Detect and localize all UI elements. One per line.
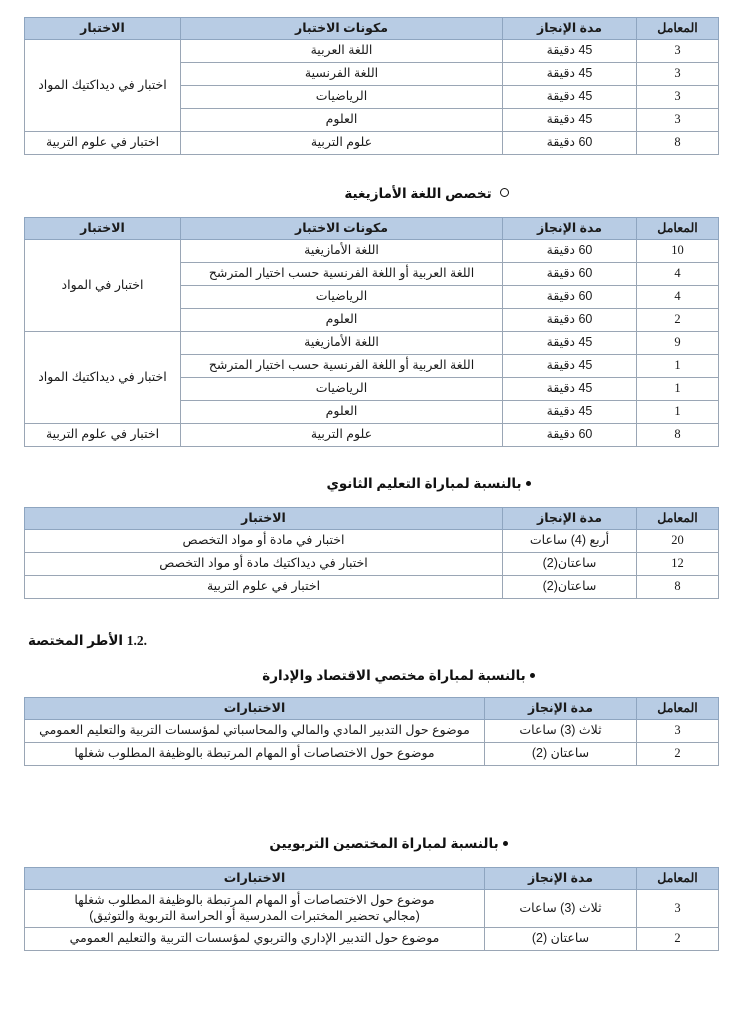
cell-coefficient: 3: [637, 39, 719, 62]
cell-exam: اختبار في علوم التربية: [25, 575, 503, 598]
cell-duration: 45 دقيقة: [503, 400, 637, 423]
table-header-row: [25, 868, 719, 890]
table-row: [25, 742, 719, 765]
column-header-coefficient: المعامل: [637, 698, 719, 720]
column-header-exam: الاختبار: [25, 18, 181, 40]
cell-exam: موضوع حول التدبير المادي والمالي والمحاسباتي لمؤسسات التربية والتعليم العمومي: [25, 719, 485, 742]
cell-component: الرياضيات: [181, 85, 503, 108]
cell-duration: 45 دقيقة: [503, 377, 637, 400]
table-header-row: [25, 508, 719, 530]
table-row: [25, 889, 719, 927]
cell-component: علوم التربية: [181, 423, 503, 446]
column-header-coefficient: المعامل: [637, 18, 719, 40]
table-header-row: [25, 698, 719, 720]
dot-bullet-icon: [503, 841, 508, 846]
cell-coefficient: 2: [637, 742, 719, 765]
cell-exam-group: اختبار في ديداكتيك المواد: [25, 39, 181, 131]
cell-duration: 45 دقيقة: [503, 85, 637, 108]
heading-section-number: 1.2.: [126, 633, 148, 648]
cell-duration: 60 دقيقة: [503, 285, 637, 308]
cell-coefficient: 1: [637, 400, 719, 423]
cell-coefficient: 10: [637, 239, 719, 262]
column-header-exam: الاختبار: [25, 218, 181, 240]
cell-component: الرياضيات: [181, 377, 503, 400]
cell-coefficient: 2: [637, 927, 719, 950]
cell-duration: 45 دقيقة: [503, 331, 637, 354]
heading-economy-admin-label: بالنسبة لمباراة مختصي الاقتصاد والإدارة: [262, 668, 526, 683]
table-row: [25, 552, 719, 575]
column-header-exam: الاختبار: [25, 508, 503, 530]
cell-duration: ساعتان (2): [485, 742, 637, 765]
circle-bullet-icon: [500, 188, 509, 197]
table-row: [25, 423, 719, 446]
cell-exam-group: اختبار في علوم التربية: [25, 131, 181, 154]
table-row: [25, 39, 719, 62]
cell-component: اللغة العربية أو اللغة الفرنسية حسب اختيار المترشح: [181, 354, 503, 377]
heading-specialized-staff-label: الأطر المختصة: [28, 633, 124, 648]
table-didactics-subjects: [24, 17, 719, 155]
table-row: [25, 131, 719, 154]
cell-exam: اختبار في مادة أو مواد التخصص: [25, 529, 503, 552]
cell-duration: 60 دقيقة: [503, 423, 637, 446]
column-header-exams: الاختبارات: [25, 698, 485, 720]
cell-duration: 45 دقيقة: [503, 39, 637, 62]
heading-educational-specialists-label: بالنسبة لمباراة المختصين التربويين: [269, 836, 499, 851]
table-amazigh: [24, 217, 719, 447]
cell-duration: 45 دقيقة: [503, 108, 637, 131]
cell-coefficient: 20: [637, 529, 719, 552]
cell-coefficient: 2: [637, 308, 719, 331]
cell-coefficient: 3: [637, 719, 719, 742]
column-header-duration: مدة الإنجاز: [503, 218, 637, 240]
table-row: [25, 529, 719, 552]
cell-component: اللغة الأمازيغية: [181, 331, 503, 354]
table-header-row: [25, 218, 719, 240]
table-economy-admin: [24, 697, 719, 766]
cell-coefficient: 8: [637, 131, 719, 154]
cell-coefficient: 4: [637, 285, 719, 308]
column-header-duration: مدة الإنجاز: [485, 698, 637, 720]
cell-exam-group: اختبار في المواد: [25, 239, 181, 331]
cell-component: الرياضيات: [181, 285, 503, 308]
column-header-coefficient: المعامل: [637, 868, 719, 890]
cell-coefficient: 8: [637, 575, 719, 598]
cell-duration: 60 دقيقة: [503, 131, 637, 154]
cell-duration: 60 دقيقة: [503, 308, 637, 331]
heading-specialized-staff: [28, 633, 147, 649]
cell-duration: 60 دقيقة: [503, 262, 637, 285]
heading-educational-specialists: [0, 836, 745, 852]
heading-secondary-education: [0, 476, 745, 492]
column-header-coefficient: المعامل: [637, 508, 719, 530]
table-row: [25, 239, 719, 262]
cell-component: اللغة العربية أو اللغة الفرنسية حسب اختيار المترشح: [181, 262, 503, 285]
cell-component: العلوم: [181, 308, 503, 331]
cell-exam: موضوع حول التدبير الإداري والتربوي لمؤسسات التربية والتعليم العمومي: [25, 927, 485, 950]
cell-duration: ساعتان (2): [485, 927, 637, 950]
cell-component: اللغة العربية: [181, 39, 503, 62]
cell-coefficient: 1: [637, 354, 719, 377]
heading-amazigh-specialty: [0, 186, 745, 202]
heading-amazigh-specialty-label: تخصص اللغة الأمازيغية: [344, 186, 492, 201]
cell-exam-line-1: موضوع حول الاختصاصات أو المهام المرتبطة بالوظيفة المطلوب شغلها: [74, 892, 435, 907]
cell-coefficient: 8: [637, 423, 719, 446]
cell-coefficient: 3: [637, 85, 719, 108]
cell-exam-line-2: (مجالي تحضير المختبرات المدرسية أو الحراسة التربوية والتوثيق): [89, 909, 420, 923]
cell-duration: أربع (4) ساعات: [503, 529, 637, 552]
heading-economy-admin: [0, 668, 745, 684]
cell-component: العلوم: [181, 108, 503, 131]
cell-component: اللغة الأمازيغية: [181, 239, 503, 262]
column-header-components: مكونات الاختبار: [181, 218, 503, 240]
column-header-exams: الاختبارات: [25, 868, 485, 890]
cell-duration: 45 دقيقة: [503, 354, 637, 377]
table-educational-specialists: [24, 867, 719, 951]
cell-component: العلوم: [181, 400, 503, 423]
column-header-coefficient: المعامل: [637, 218, 719, 240]
table-row: [25, 719, 719, 742]
cell-exam: موضوع حول الاختصاصات أو المهام المرتبطة بالوظيفة المطلوب شغلها: [25, 742, 485, 765]
cell-duration: ساعتان(2): [503, 575, 637, 598]
cell-exam-group: اختبار في ديداكتيك المواد: [25, 331, 181, 423]
table-row: [25, 331, 719, 354]
dot-bullet-icon: [530, 673, 535, 678]
cell-duration: ثلاث (3) ساعات: [485, 719, 637, 742]
dot-bullet-icon: [526, 481, 531, 486]
column-header-duration: مدة الإنجاز: [503, 508, 637, 530]
cell-duration: ثلاث (3) ساعات: [485, 889, 637, 927]
cell-coefficient: 9: [637, 331, 719, 354]
column-header-components: مكونات الاختبار: [181, 18, 503, 40]
cell-exam: [25, 889, 485, 927]
heading-secondary-education-label: بالنسبة لمباراة التعليم الثانوي: [326, 476, 522, 491]
table-row: [25, 575, 719, 598]
cell-exam-group: اختبار في علوم التربية: [25, 423, 181, 446]
cell-duration: ساعتان(2): [503, 552, 637, 575]
cell-component: اللغة الفرنسية: [181, 62, 503, 85]
cell-coefficient: 3: [637, 62, 719, 85]
table-header-row: [25, 18, 719, 40]
table-row: [25, 927, 719, 950]
cell-coefficient: 1: [637, 377, 719, 400]
table-secondary: [24, 507, 719, 599]
cell-coefficient: 4: [637, 262, 719, 285]
column-header-duration: مدة الإنجاز: [485, 868, 637, 890]
cell-component: علوم التربية: [181, 131, 503, 154]
column-header-duration: مدة الإنجاز: [503, 18, 637, 40]
cell-duration: 45 دقيقة: [503, 62, 637, 85]
cell-coefficient: 3: [637, 889, 719, 927]
cell-duration: 60 دقيقة: [503, 239, 637, 262]
cell-exam: اختبار في ديداكتيك مادة أو مواد التخصص: [25, 552, 503, 575]
cell-coefficient: 3: [637, 108, 719, 131]
cell-coefficient: 12: [637, 552, 719, 575]
